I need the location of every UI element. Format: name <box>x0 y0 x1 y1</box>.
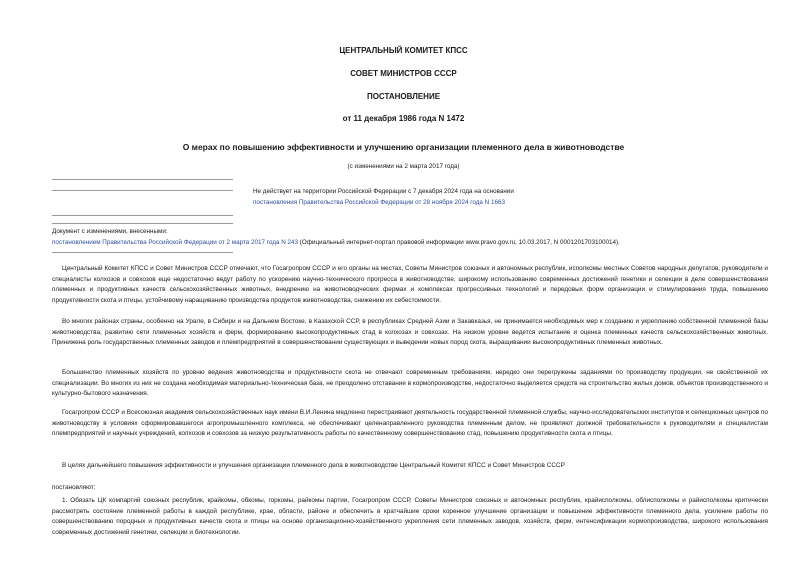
paragraph: постановляют: <box>52 484 96 491</box>
changes-note: (с изменениями на 2 марта 2017 года) <box>347 163 460 170</box>
paragraph: В целях дальнейшего повышения эффективности и улучшения организации племенного дела в животноводстве Центральный Комитет КПСС и Совет Министров СССР <box>62 462 565 469</box>
divider <box>52 252 233 253</box>
doc-changes-link[interactable]: постановлением Правительства Российской Федерации от 2 марта 2017 года N 243 <box>52 239 299 246</box>
divider <box>52 223 233 224</box>
divider <box>52 190 233 191</box>
document-title: О мерах по повышению эффективности и улучшению организации племенного дела в животноводстве <box>182 142 625 152</box>
paragraph: 1. Обязать ЦК компартий союзных республик, крайкомы, обкомы, горкомы, райкомы партии, Госагропром СССР, Советы Министров союзных и автономных республик, крайисполкомы, облисполкомы и райисполкомы критически рассмотреть состояние племенной работы в каждой республике, крае, области, районе и обеспечить в кратчайшие сроки коренное улучшение организации и повышение эффективности племенного дела, усиление работы по совершенствованию породных и продуктивных качеств скота и птицы на основе организационно-хозяйственного укрепления сети племенных заводов, хозяйств, ферм, интенсификации кормопроизводства, широкого использования современных достижений генетики, селекции и биотехнологии. <box>52 497 768 536</box>
validity-notice-text: Не действует на территории Российской Федерации с 7 декабря 2024 года на основании <box>253 188 514 195</box>
validity-notice <box>253 186 514 208</box>
divider <box>52 215 233 216</box>
paragraph: Центральный Комитет КПСС и Совет Министров СССР отмечают, что Госагропром СССР и его органы на местах, Советы Министров союзных и автономных республик, исполкомы местных Советов народных депутатов, руководители и специалисты колхозов и совхозов еще недостаточно ведут работу по ускорению научно-технического прогресса в животноводстве, широкому использованию современных достижений генетики и селекции в деле совершенствования племенных и продуктивных качеств сельскохозяйственных животных, внедрению на животноводческих фермах и комплексах прогрессивных технологий и передовых форм организации и стимулирования труда, повышению продуктивности скота и птицы, устойчивому наращиванию производства продуктов животноводства, снижению их себестоимости. <box>52 265 768 304</box>
issuer-cpsu: ЦЕНТРАЛЬНЫЙ КОМИТЕТ КПСС <box>339 46 468 55</box>
paragraph: Во многих районах страны, особенно на Урале, в Сибири и на Дальнем Востоке, в Казахской ССР, в республиках Средней Азии и Закавказья, не принимается необходимых мер к созданию и укреплению собственной племенной базы животноводства, развитию сети племенных хозяйств и ферм, формированию высокопродуктивных стад в колхозах и совхозах. На низком уровне ведется испытание и оценка племенных качеств сельскохозяйственных животных. Принижена роль государственных племенных заводов и племпредприятий в совершенствовании существующих и выведении новых пород скота, выращивании высокопродуктивных племенных животных. <box>52 318 768 347</box>
doc-changes-label: Документ с изменениями, внесенными: <box>52 228 168 235</box>
document-type: ПОСТАНОВЛЕНИЕ <box>366 92 441 101</box>
paragraph: Большинство племенных хозяйств по уровню ведения животноводства и продуктивности скота не отвечают современным требованиям, нередко они перегружены заданиями по производству продукции, не свойственной их специализации. Во многих из них не создана необходимая материально-техническая база, не преодолено отставание в кормопроизводстве, недостаточно выделяется средств на строительство жилых домов, объектов производственного и культурно-бытового назначения. <box>52 369 768 398</box>
document-date: от 11 декабря 1986 года N 1472 <box>342 114 465 123</box>
issuer-council: СОВЕТ МИНИСТРОВ СССР <box>350 69 457 78</box>
doc-changes-line <box>52 239 620 246</box>
divider <box>52 179 233 180</box>
doc-changes-source: (Официальный интернет-портал правовой информации www.pravo.gov.ru, 10.03.2017, N 0001201703100014). <box>298 239 620 246</box>
validity-notice-link[interactable]: постановления Правительства Российской Федерации от 28 ноября 2024 года N 1663 <box>253 199 505 206</box>
paragraph: Госагропром СССР и Всесоюзная академия сельскохозяйственных наук имени В.И.Ленина медленно перестраивают деятельность государственной племенной службы, научно-исследовательских институтов и селекционных центров по животноводству в условиях сформировавшегося агропромышленного комплекса, не обеспечивают целенаправленного руководства племенным делом, не проявляют должной требовательности к руководителям и специалистам племпредприятий и научных учреждений, колхозов и совхозов за низкую результативность работы по качественному совершенствованию стад, повышению продуктивности скота и птицы. <box>52 409 768 438</box>
